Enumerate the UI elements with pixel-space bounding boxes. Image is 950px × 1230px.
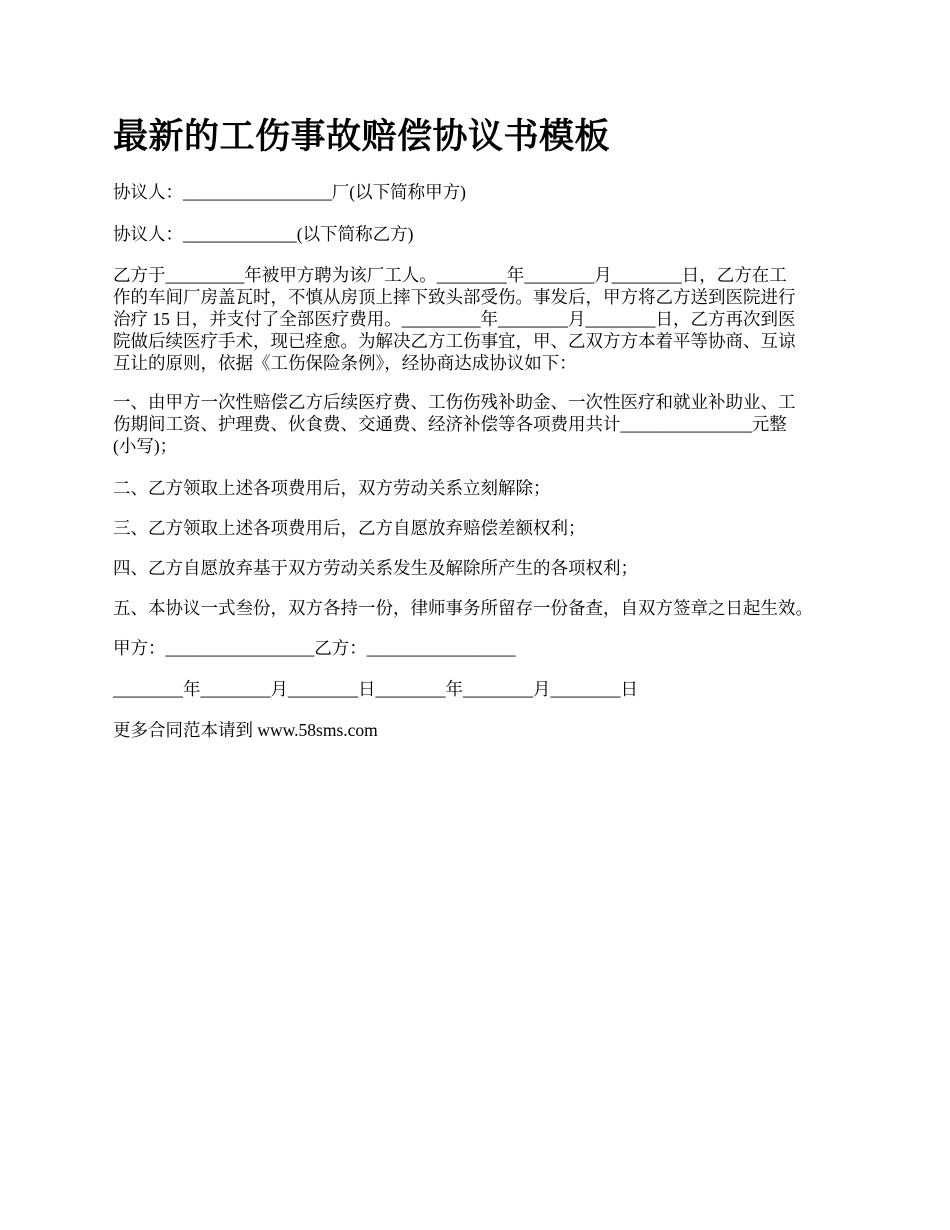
background-line-4: 院做后续医疗手术，现已痊愈。为解决乙方工伤事宜，甲、乙双方方本着平等协商、互谅: [113, 331, 796, 351]
background-line-1: 乙方于_________年被甲方聘为该厂工人。________年________月________日，乙方在工: [113, 265, 787, 285]
background-line-5: 互让的原则，依据《工伤保险条例》，经协商达成协议如下：: [113, 353, 577, 373]
footer-link-text: 更多合同范本请到 www.58sms.com: [113, 720, 378, 740]
clause-5: 五、本协议一式叁份，双方各持一份，律师事务所留存一份备查，自双方签章之日起生效。: [113, 598, 813, 618]
background-line-2: 作的车间厂房盖瓦时，不慎从房顶上摔下致头部受伤。事发后，甲方将乙方送到医院进行: [113, 287, 796, 307]
clause-1-line-2: 伤期间工资、护理费、伙食费、交通费、经济补偿等各项费用共计_______________元整: [113, 414, 787, 434]
clause-1-line-3: (小写)；: [113, 436, 178, 456]
party-a-line: 协议人：_________________厂(以下简称甲方): [113, 182, 466, 202]
clause-1-line-1: 一、由甲方一次性赔偿乙方后续医疗费、工伤伤残补助金、一次性医疗和就业补助业、工: [113, 392, 796, 412]
date-line: ________年________月________日________年________月________日: [113, 679, 638, 699]
signature-line: 甲方：_________________乙方：_________________: [113, 638, 516, 658]
background-line-3: 治疗 15 日，并支付了全部医疗费用。_________年________月________日，乙方再次到医: [113, 309, 796, 329]
clause-4: 四、乙方自愿放弃基于双方劳动关系发生及解除所产生的各项权利；: [113, 558, 638, 578]
background-paragraph: [113, 264, 796, 374]
document-title: 最新的工伤事故赔偿协议书模板: [113, 117, 611, 156]
party-b-line: 协议人：_____________(以下简称乙方): [113, 224, 414, 244]
clause-2: 二、乙方领取上述各项费用后，双方劳动关系立刻解除；: [113, 478, 551, 498]
clause-3: 三、乙方领取上述各项费用后，乙方自愿放弃赔偿差额权利；: [113, 518, 586, 538]
clause-1: [113, 391, 796, 457]
